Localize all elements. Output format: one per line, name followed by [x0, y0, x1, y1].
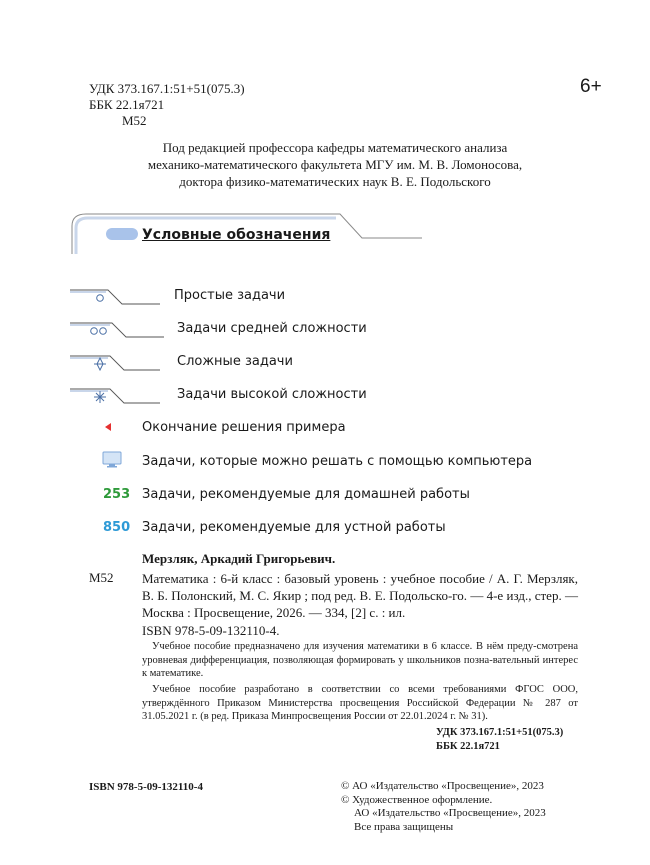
classification-codes-right [436, 726, 563, 753]
editors-line: механико-математического факультета МГУ им. М. В. Ломоносова, [147, 157, 523, 172]
copyright-line: © Художественное оформление. [341, 793, 493, 806]
copyright-line: АО «Издательство «Просвещение», 2023 [354, 807, 546, 819]
age-rating: 6+ [580, 76, 602, 97]
copyright-block [341, 780, 546, 834]
triangle-marker-icon [103, 421, 113, 433]
legend-label-computer: Задачи, которые можно решать с помощью компьютера [142, 454, 533, 469]
legend-label-homework: Задачи, рекомендуемые для домашней работы [142, 487, 470, 502]
author-code: М52 [122, 113, 147, 128]
udk-code: УДК 373.167.1:51+51(075.3) [89, 81, 245, 96]
legend-label-hard: Сложные задачи [177, 354, 293, 369]
isbn-line: ISBN 978-5-09-132110-4. [142, 623, 280, 638]
diamond-star-icon [70, 353, 165, 371]
double-circle-icon [70, 320, 165, 338]
editors-line: Под редакцией профессора кафедры математического анализа [162, 140, 508, 155]
rights-line: Все права защищены [354, 820, 454, 833]
bibliographic-description: Математика : 6-й класс : базовый уровень : учебное пособие / А. Г. Мерзляк, В. Б. Полонский, М. С. Якир ; под ред. В. Е. Подольско-го. — 4-е изд., стер. — Москва : Просвещение, 2026. — 334, [2] с. : ил. [142, 571, 578, 620]
author-name: Мерзляк, Аркадий Григорьевич. [142, 551, 336, 566]
legend-label-oral: Задачи, рекомендуемые для устной работы [142, 520, 446, 535]
annotation-purpose: Учебное пособие предназначено для изучения математики в 6 классе. В нём преду-смотрена уровневая дифференциация, позволяющая формировать у школьников позна-вательный интерес к математике. [142, 641, 578, 679]
oral-number: 850 [103, 520, 131, 535]
legend-label-very-hard: Задачи высокой сложности [177, 387, 367, 402]
monitor-icon [102, 451, 122, 469]
editors-line: доктора физико-математических наук В. Е. Подольского [179, 174, 491, 189]
circle-icon [70, 287, 165, 305]
annotation-standard: Учебное пособие разработано в соответствии со всеми требованиями ФГОС ООО, утверждённого Приказом Министерства просвещения Российской Федерации № 287 от 31.05.2021 г. (в ред. Приказа Минпросвещения России от 22.01.2024 г. № 31). [142, 684, 578, 722]
author-code-left: М52 [89, 570, 114, 585]
isbn-footer: ISBN 978-5-09-132110-4 [89, 781, 203, 793]
legend-label-medium: Задачи средней сложности [177, 321, 367, 336]
copyright-line: © АО «Издательство «Просвещение», 2023 [341, 780, 544, 792]
legend-label-end-example: Окончание решения примера [142, 420, 346, 435]
homework-number: 253 [103, 487, 131, 502]
bbk-code: ББК 22.1я721 [436, 740, 500, 752]
legend-label-simple: Простые задачи [174, 288, 286, 303]
udk-code: УДК 373.167.1:51+51(075.3) [436, 727, 564, 738]
snowflake-icon [70, 386, 165, 404]
legend-title: Условные обозначения [142, 227, 331, 243]
bbk-code: ББК 22.1я721 [89, 97, 165, 112]
editors-note [100, 139, 570, 190]
classification-codes [89, 81, 245, 129]
